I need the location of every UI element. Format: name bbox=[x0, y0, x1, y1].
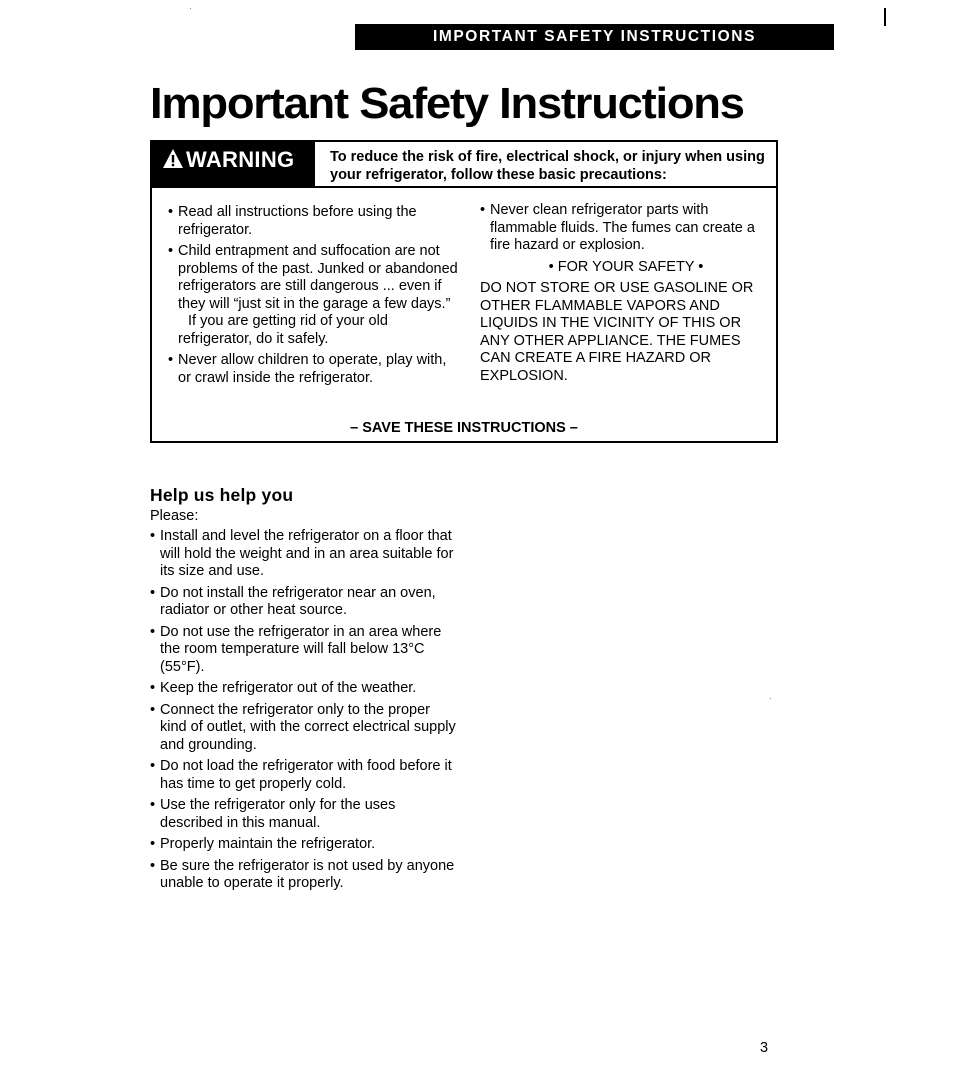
warning-left-list-continued bbox=[168, 352, 458, 387]
list-item: • Never clean refrigerator parts with flammable fluids. The fumes can create a fire hazard or explosion. bbox=[480, 202, 772, 255]
list-item: • Keep the refrigerator out of the weather. bbox=[150, 680, 460, 698]
help-intro: Please: bbox=[150, 508, 199, 524]
warning-right-list bbox=[480, 202, 772, 255]
scan-speck bbox=[770, 698, 771, 699]
warning-label: WARNING bbox=[186, 147, 295, 172]
help-list bbox=[150, 528, 460, 893]
list-item: • Never allow children to operate, play with, or crawl inside the refrigerator. bbox=[168, 352, 458, 387]
gasoline-warning-paragraph: DO NOT STORE OR USE GASOLINE OR OTHER FLAMMABLE VAPORS AND LIQUIDS IN THE VICINITY OF THIS OR ANY OTHER APPLIANCE. THE FUMES CAN CREATE A FIRE HAZARD OR EXPLOSION. bbox=[480, 280, 754, 384]
margin-mark bbox=[884, 8, 886, 26]
save-instructions-line: – SAVE THESE INSTRUCTIONS – bbox=[350, 420, 578, 436]
followup-paragraph: If you are getting rid of your old refrigerator, do it safely. bbox=[178, 313, 388, 347]
warning-header bbox=[152, 142, 776, 188]
warning-left-list bbox=[168, 204, 458, 313]
page-title: Important Safety Instructions bbox=[150, 79, 744, 128]
warning-label-block bbox=[152, 142, 315, 186]
help-title: Help us help you bbox=[150, 485, 294, 505]
list-item: • Child entrapment and suffocation are not problems of the past. Junked or abandoned refrigerators are still dangerous ... even if they will “just sit in the garage a few days.” bbox=[168, 243, 458, 313]
list-item: • Do not use the refrigerator in an area where the room temperature will fall below 13°C (55°F). bbox=[150, 624, 460, 677]
warning-lead-text: To reduce the risk of fire, electrical shock, or injury when using your refrigerator, follow these basic precautions: bbox=[330, 149, 765, 183]
warning-right-column bbox=[480, 202, 772, 385]
scan-speck bbox=[190, 8, 191, 9]
warning-box bbox=[150, 140, 778, 443]
list-item: • Do not load the refrigerator with food before it has time to get properly cold. bbox=[150, 758, 460, 793]
safety-heading: • FOR YOUR SAFETY • bbox=[548, 258, 704, 275]
list-item: • Read all instructions before using the refrigerator. bbox=[168, 204, 458, 239]
list-item: • Install and level the refrigerator on a floor that will hold the weight and in an area suitable for its size and use. bbox=[150, 528, 460, 581]
list-item: • Be sure the refrigerator is not used by anyone unable to operate it properly. bbox=[150, 858, 460, 893]
list-item: • Properly maintain the refrigerator. bbox=[150, 836, 460, 854]
list-item: • Connect the refrigerator only to the proper kind of outlet, with the correct electrical supply and grounding. bbox=[150, 702, 460, 755]
help-section bbox=[150, 484, 460, 897]
list-item: • Do not install the refrigerator near an oven, radiator or other heat source. bbox=[150, 585, 460, 620]
warning-triangle-icon bbox=[162, 148, 184, 170]
page-number: 3 bbox=[760, 1040, 769, 1056]
list-item: • Use the refrigerator only for the uses described in this manual. bbox=[150, 797, 460, 832]
warning-left-column bbox=[168, 204, 458, 391]
header-banner: IMPORTANT SAFETY INSTRUCTIONS bbox=[355, 24, 834, 50]
